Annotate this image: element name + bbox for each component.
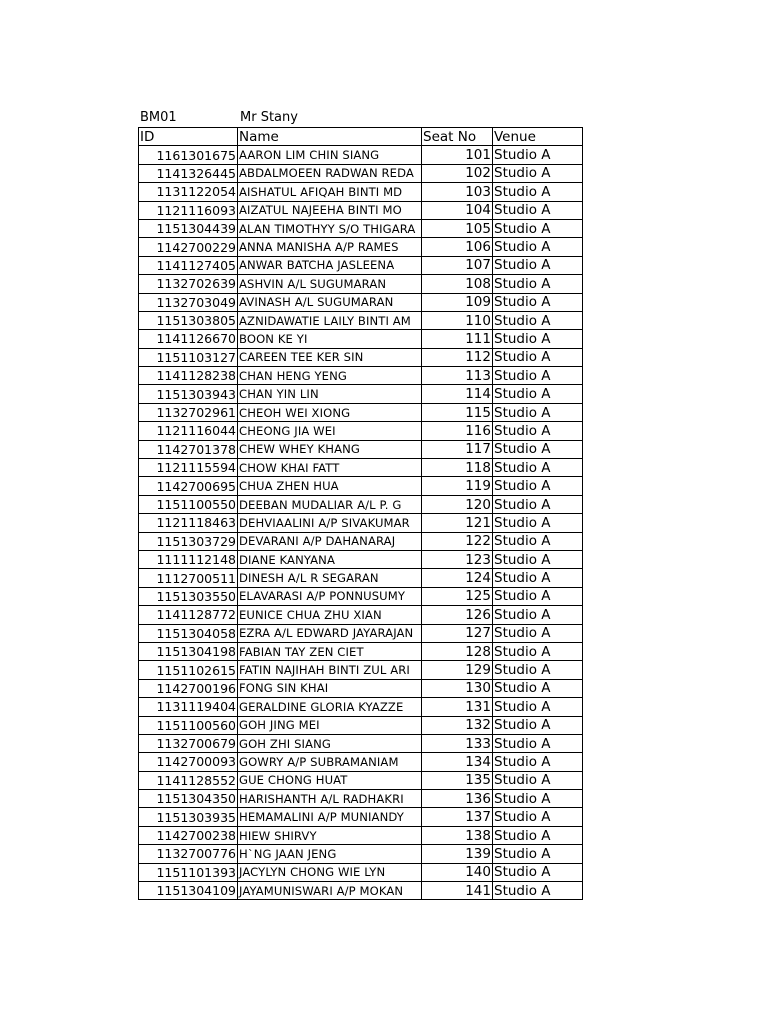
student-name-cell: H`NG JAAN JENG bbox=[238, 845, 422, 863]
table-row bbox=[139, 459, 583, 477]
table-row bbox=[139, 256, 583, 274]
student-id-cell: 1151304198 bbox=[139, 642, 238, 660]
student-id-cell: 1142701378 bbox=[139, 440, 238, 458]
student-id-cell: 1141128238 bbox=[139, 367, 238, 385]
column-header-id: ID bbox=[139, 128, 238, 146]
seat-number-cell: 104 bbox=[422, 201, 493, 219]
table-row bbox=[139, 716, 583, 734]
seat-number-cell: 102 bbox=[422, 164, 493, 182]
student-name-cell: AZNIDAWATIE LAILY BINTI AM bbox=[238, 311, 422, 329]
table-row bbox=[139, 514, 583, 532]
table-row bbox=[139, 403, 583, 421]
student-name-cell: ANNA MANISHA A/P RAMES bbox=[238, 238, 422, 256]
venue-cell: Studio A bbox=[493, 146, 583, 164]
table-row bbox=[139, 201, 583, 219]
table-row bbox=[139, 734, 583, 752]
student-name-cell: DIANE KANYANA bbox=[238, 550, 422, 568]
venue-cell: Studio A bbox=[493, 477, 583, 495]
student-name-cell: JAYAMUNISWARI A/P MOKAN bbox=[238, 882, 422, 900]
student-id-cell: 1131122054 bbox=[139, 183, 238, 201]
table-row bbox=[139, 550, 583, 568]
seat-number-cell: 128 bbox=[422, 642, 493, 660]
student-id-cell: 1132700776 bbox=[139, 845, 238, 863]
venue-cell: Studio A bbox=[493, 698, 583, 716]
venue-cell: Studio A bbox=[493, 771, 583, 789]
column-header-name: Name bbox=[238, 128, 422, 146]
student-name-cell: ELAVARASI A/P PONNUSUMY bbox=[238, 587, 422, 605]
student-name-cell: GOWRY A/P SUBRAMANIAM bbox=[238, 753, 422, 771]
venue-cell: Studio A bbox=[493, 495, 583, 513]
student-name-cell: DINESH A/L R SEGARAN bbox=[238, 569, 422, 587]
table-row bbox=[139, 606, 583, 624]
venue-cell: Studio A bbox=[493, 734, 583, 752]
venue-cell: Studio A bbox=[493, 311, 583, 329]
student-id-cell: 1132700679 bbox=[139, 734, 238, 752]
student-id-cell: 1141128552 bbox=[139, 771, 238, 789]
student-name-cell: HIEW SHIRVY bbox=[238, 826, 422, 844]
student-name-cell: BOON KE YI bbox=[238, 330, 422, 348]
student-name-cell: GOH ZHI SIANG bbox=[238, 734, 422, 752]
student-name-cell: AARON LIM CHIN SIANG bbox=[238, 146, 422, 164]
venue-cell: Studio A bbox=[493, 808, 583, 826]
seat-number-cell: 138 bbox=[422, 826, 493, 844]
student-id-cell: 1142700196 bbox=[139, 679, 238, 697]
seating-table bbox=[138, 127, 583, 900]
student-id-cell: 1151101393 bbox=[139, 863, 238, 881]
table-row bbox=[139, 532, 583, 550]
student-name-cell: AVINASH A/L SUGUMARAN bbox=[238, 293, 422, 311]
venue-cell: Studio A bbox=[493, 183, 583, 201]
sheet-header bbox=[138, 109, 583, 127]
student-id-cell: 1142700238 bbox=[139, 826, 238, 844]
student-name-cell: EUNICE CHUA ZHU XIAN bbox=[238, 606, 422, 624]
student-name-cell: FABIAN TAY ZEN CIET bbox=[238, 642, 422, 660]
student-id-cell: 1132703049 bbox=[139, 293, 238, 311]
student-id-cell: 1161301675 bbox=[139, 146, 238, 164]
table-row bbox=[139, 624, 583, 642]
venue-cell: Studio A bbox=[493, 569, 583, 587]
seat-number-cell: 118 bbox=[422, 459, 493, 477]
seat-number-cell: 115 bbox=[422, 403, 493, 421]
venue-cell: Studio A bbox=[493, 348, 583, 366]
seat-number-cell: 106 bbox=[422, 238, 493, 256]
student-name-cell: ABDALMOEEN RADWAN REDA bbox=[238, 164, 422, 182]
table-row bbox=[139, 477, 583, 495]
venue-cell: Studio A bbox=[493, 238, 583, 256]
student-name-cell: CAREEN TEE KER SIN bbox=[238, 348, 422, 366]
venue-cell: Studio A bbox=[493, 532, 583, 550]
student-name-cell: JACYLYN CHONG WIE LYN bbox=[238, 863, 422, 881]
venue-cell: Studio A bbox=[493, 422, 583, 440]
table-row bbox=[139, 771, 583, 789]
venue-cell: Studio A bbox=[493, 716, 583, 734]
seat-number-cell: 120 bbox=[422, 495, 493, 513]
venue-cell: Studio A bbox=[493, 385, 583, 403]
student-name-cell: CHOW KHAI FATT bbox=[238, 459, 422, 477]
seat-number-cell: 137 bbox=[422, 808, 493, 826]
seat-number-cell: 101 bbox=[422, 146, 493, 164]
student-name-cell: EZRA A/L EDWARD JAYARAJAN bbox=[238, 624, 422, 642]
student-name-cell: ASHVIN A/L SUGUMARAN bbox=[238, 275, 422, 293]
student-name-cell: CHEONG JIA WEI bbox=[238, 422, 422, 440]
seat-number-cell: 111 bbox=[422, 330, 493, 348]
student-id-cell: 1111112148 bbox=[139, 550, 238, 568]
table-row bbox=[139, 219, 583, 237]
table-body bbox=[139, 146, 583, 900]
seat-number-cell: 133 bbox=[422, 734, 493, 752]
venue-cell: Studio A bbox=[493, 753, 583, 771]
venue-cell: Studio A bbox=[493, 164, 583, 182]
student-id-cell: 1121115594 bbox=[139, 459, 238, 477]
seat-number-cell: 134 bbox=[422, 753, 493, 771]
seat-number-cell: 126 bbox=[422, 606, 493, 624]
table-row bbox=[139, 679, 583, 697]
table-row bbox=[139, 587, 583, 605]
table-row bbox=[139, 238, 583, 256]
table-row bbox=[139, 661, 583, 679]
student-id-cell: 1151303550 bbox=[139, 587, 238, 605]
seat-number-cell: 135 bbox=[422, 771, 493, 789]
seat-number-cell: 139 bbox=[422, 845, 493, 863]
student-id-cell: 1132702639 bbox=[139, 275, 238, 293]
seat-number-cell: 121 bbox=[422, 514, 493, 532]
table-row bbox=[139, 845, 583, 863]
table-row bbox=[139, 495, 583, 513]
seat-number-cell: 141 bbox=[422, 882, 493, 900]
column-header-venue: Venue bbox=[493, 128, 583, 146]
venue-cell: Studio A bbox=[493, 624, 583, 642]
student-id-cell: 1141326445 bbox=[139, 164, 238, 182]
student-name-cell: DEVARANI A/P DAHANARAJ bbox=[238, 532, 422, 550]
student-id-cell: 1121116044 bbox=[139, 422, 238, 440]
table-row bbox=[139, 863, 583, 881]
student-name-cell: HARISHANTH A/L RADHAKRI bbox=[238, 790, 422, 808]
seat-number-cell: 113 bbox=[422, 367, 493, 385]
seat-number-cell: 105 bbox=[422, 219, 493, 237]
student-id-cell: 1112700511 bbox=[139, 569, 238, 587]
seat-number-cell: 116 bbox=[422, 422, 493, 440]
table-row bbox=[139, 642, 583, 660]
student-name-cell: ANWAR BATCHA JASLEENA bbox=[238, 256, 422, 274]
table-row bbox=[139, 569, 583, 587]
seat-number-cell: 125 bbox=[422, 587, 493, 605]
student-id-cell: 1131119404 bbox=[139, 698, 238, 716]
student-name-cell: AIZATUL NAJEEHA BINTI MO bbox=[238, 201, 422, 219]
table-row bbox=[139, 385, 583, 403]
seat-number-cell: 112 bbox=[422, 348, 493, 366]
seat-number-cell: 108 bbox=[422, 275, 493, 293]
student-id-cell: 1121116093 bbox=[139, 201, 238, 219]
table-row bbox=[139, 164, 583, 182]
student-id-cell: 1151303943 bbox=[139, 385, 238, 403]
student-id-cell: 1121118463 bbox=[139, 514, 238, 532]
student-name-cell: DEEBAN MUDALIAR A/L P. G bbox=[238, 495, 422, 513]
venue-cell: Studio A bbox=[493, 440, 583, 458]
seat-number-cell: 103 bbox=[422, 183, 493, 201]
seat-number-cell: 119 bbox=[422, 477, 493, 495]
table-row bbox=[139, 367, 583, 385]
student-id-cell: 1141126670 bbox=[139, 330, 238, 348]
teacher-name: Mr Stany bbox=[240, 110, 298, 125]
student-name-cell: FATIN NAJIHAH BINTI ZUL ARI bbox=[238, 661, 422, 679]
student-id-cell: 1132702961 bbox=[139, 403, 238, 421]
student-name-cell: DEHVIAALINI A/P SIVAKUMAR bbox=[238, 514, 422, 532]
seat-number-cell: 114 bbox=[422, 385, 493, 403]
table-row bbox=[139, 882, 583, 900]
seat-number-cell: 124 bbox=[422, 569, 493, 587]
seat-number-cell: 123 bbox=[422, 550, 493, 568]
venue-cell: Studio A bbox=[493, 403, 583, 421]
seat-number-cell: 107 bbox=[422, 256, 493, 274]
student-id-cell: 1151103127 bbox=[139, 348, 238, 366]
venue-cell: Studio A bbox=[493, 219, 583, 237]
student-name-cell: CHUA ZHEN HUA bbox=[238, 477, 422, 495]
seat-number-cell: 109 bbox=[422, 293, 493, 311]
venue-cell: Studio A bbox=[493, 550, 583, 568]
table-row bbox=[139, 183, 583, 201]
class-code: BM01 bbox=[140, 110, 177, 125]
student-id-cell: 1151102615 bbox=[139, 661, 238, 679]
venue-cell: Studio A bbox=[493, 679, 583, 697]
seat-number-cell: 132 bbox=[422, 716, 493, 734]
student-name-cell: CHEW WHEY KHANG bbox=[238, 440, 422, 458]
column-header-seat-no: Seat No bbox=[422, 128, 493, 146]
seating-list-sheet bbox=[138, 109, 583, 900]
venue-cell: Studio A bbox=[493, 882, 583, 900]
table-row bbox=[139, 790, 583, 808]
venue-cell: Studio A bbox=[493, 201, 583, 219]
student-id-cell: 1151304058 bbox=[139, 624, 238, 642]
seat-number-cell: 136 bbox=[422, 790, 493, 808]
venue-cell: Studio A bbox=[493, 367, 583, 385]
student-name-cell: GERALDINE GLORIA KYAZZE bbox=[238, 698, 422, 716]
seat-number-cell: 140 bbox=[422, 863, 493, 881]
venue-cell: Studio A bbox=[493, 826, 583, 844]
venue-cell: Studio A bbox=[493, 587, 583, 605]
student-id-cell: 1151304350 bbox=[139, 790, 238, 808]
venue-cell: Studio A bbox=[493, 275, 583, 293]
venue-cell: Studio A bbox=[493, 661, 583, 679]
student-id-cell: 1142700093 bbox=[139, 753, 238, 771]
seat-number-cell: 129 bbox=[422, 661, 493, 679]
student-id-cell: 1141128772 bbox=[139, 606, 238, 624]
table-row bbox=[139, 698, 583, 716]
venue-cell: Studio A bbox=[493, 330, 583, 348]
student-id-cell: 1142700695 bbox=[139, 477, 238, 495]
table-row bbox=[139, 348, 583, 366]
student-id-cell: 1151304109 bbox=[139, 882, 238, 900]
venue-cell: Studio A bbox=[493, 514, 583, 532]
student-id-cell: 1151304439 bbox=[139, 219, 238, 237]
student-id-cell: 1151303729 bbox=[139, 532, 238, 550]
student-name-cell: AISHATUL AFIQAH BINTI MD bbox=[238, 183, 422, 201]
venue-cell: Studio A bbox=[493, 863, 583, 881]
venue-cell: Studio A bbox=[493, 459, 583, 477]
student-name-cell: ALAN TIMOTHYY S/O THIGARA bbox=[238, 219, 422, 237]
student-id-cell: 1151303935 bbox=[139, 808, 238, 826]
table-row bbox=[139, 146, 583, 164]
seat-number-cell: 131 bbox=[422, 698, 493, 716]
table-row bbox=[139, 753, 583, 771]
student-name-cell: CHAN HENG YENG bbox=[238, 367, 422, 385]
venue-cell: Studio A bbox=[493, 293, 583, 311]
seat-number-cell: 110 bbox=[422, 311, 493, 329]
venue-cell: Studio A bbox=[493, 845, 583, 863]
seat-number-cell: 117 bbox=[422, 440, 493, 458]
table-row bbox=[139, 808, 583, 826]
student-name-cell: CHAN YIN LIN bbox=[238, 385, 422, 403]
student-name-cell: GOH JING MEI bbox=[238, 716, 422, 734]
seat-number-cell: 127 bbox=[422, 624, 493, 642]
table-row bbox=[139, 422, 583, 440]
venue-cell: Studio A bbox=[493, 790, 583, 808]
student-name-cell: CHEOH WEI XIONG bbox=[238, 403, 422, 421]
table-row bbox=[139, 826, 583, 844]
table-row bbox=[139, 275, 583, 293]
table-header-row bbox=[139, 128, 583, 146]
student-name-cell: FONG SIN KHAI bbox=[238, 679, 422, 697]
student-id-cell: 1142700229 bbox=[139, 238, 238, 256]
table-row bbox=[139, 330, 583, 348]
student-name-cell: GUE CHONG HUAT bbox=[238, 771, 422, 789]
student-id-cell: 1151100560 bbox=[139, 716, 238, 734]
student-id-cell: 1151303805 bbox=[139, 311, 238, 329]
venue-cell: Studio A bbox=[493, 606, 583, 624]
table-row bbox=[139, 293, 583, 311]
venue-cell: Studio A bbox=[493, 256, 583, 274]
student-name-cell: HEMAMALINI A/P MUNIANDY bbox=[238, 808, 422, 826]
seat-number-cell: 130 bbox=[422, 679, 493, 697]
seat-number-cell: 122 bbox=[422, 532, 493, 550]
table-row bbox=[139, 311, 583, 329]
venue-cell: Studio A bbox=[493, 642, 583, 660]
student-id-cell: 1151100550 bbox=[139, 495, 238, 513]
table-row bbox=[139, 440, 583, 458]
student-id-cell: 1141127405 bbox=[139, 256, 238, 274]
